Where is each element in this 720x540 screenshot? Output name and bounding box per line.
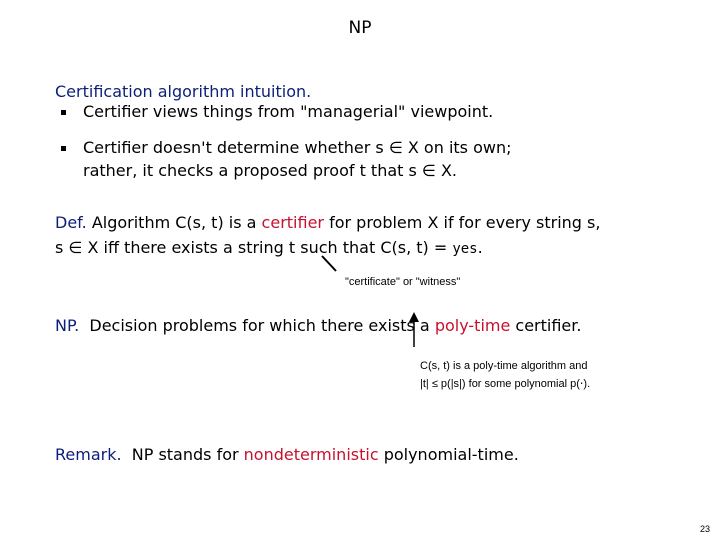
def-text: Algorithm C(s, t) is a [91, 213, 262, 232]
cert-bullet-2-line-2: rather, it checks a proposed proof t that s ∈ X. [83, 161, 457, 180]
slide-title: NP [348, 18, 372, 38]
remark-text: NP stands for [121, 445, 244, 464]
polytime-note-line-1: C(s, t) is a poly-time algorithm and [420, 360, 588, 372]
np-label: NP. [55, 316, 80, 335]
remark-label: Remark. [55, 445, 122, 464]
np-definition [55, 316, 581, 336]
np-text: Decision problems for which there exists a [79, 316, 435, 335]
remark-text: polynomial-time. [378, 445, 519, 464]
cert-bullet-2-line-1: Certifier doesn't determine whether s ∈ X on its own; [83, 138, 512, 157]
def-label: Def. [55, 213, 87, 232]
remark-term: nondeterministic [243, 445, 379, 464]
cert-bullet-1: Certifier views things from "managerial" viewpoint. [83, 102, 494, 121]
remark [55, 445, 519, 465]
def-term: certifier [261, 213, 324, 232]
np-text: certifier. [510, 316, 582, 335]
certificate-pointer-line [322, 256, 336, 271]
page-number: 23 [700, 524, 711, 534]
def-text: s ∈ X iff there exists a string t such that C(s, t) = [55, 238, 453, 257]
def-text: . [477, 238, 483, 257]
def-code: yes [452, 241, 478, 257]
np-term: poly-time [434, 316, 511, 335]
certificate-annotation: "certificate" or "witness" [345, 276, 461, 288]
cert-heading: Certification algorithm intuition. [55, 82, 312, 101]
def-text: for problem X if for every string s, [323, 213, 601, 232]
polytime-note-line-2: |t| ≤ p(|s|) for some polynomial p(⋅). [420, 378, 591, 390]
